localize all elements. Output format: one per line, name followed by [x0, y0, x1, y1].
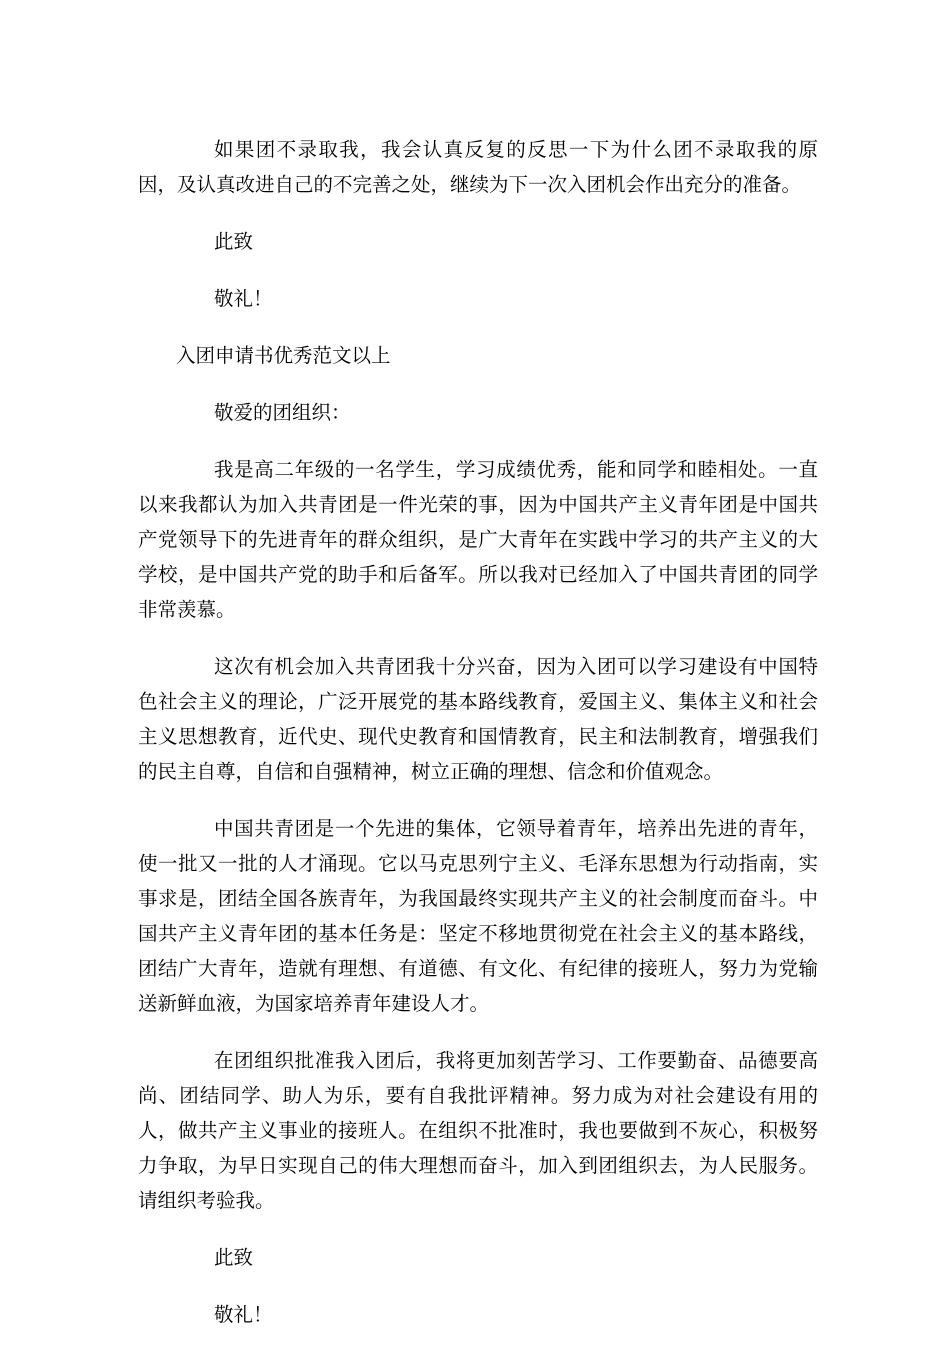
closing-salutation-2: 此致 — [214, 1246, 254, 1269]
paragraph-introduction: 我是高二年级的一名学生，学习成绩优秀，能和同学和睦相处。一直以来我都认为加入共青团是一件光荣的事，因为中国共产主义青年团是中国共产党领导下的先进青年的群众组织，是广大青年在实践中学习的共产主义的大学校，是中国共产党的助手和后备军。所以我对已经加入了中国共青团的同学非常羡慕。 — [138, 458, 818, 621]
paragraph-motivation: 这次有机会加入共青团我十分兴奋，因为入团可以学习建设有中国特色社会主义的理论，广泛开展党的基本路线教育，爱国主义、集体主义和社会主义思想教育，近代史、现代史教育和国情教育，民主和法制教育，增强我们的民主自尊，自信和自强精神，树立正确的理想、信念和价值观念。 — [138, 655, 818, 783]
closing-regards-2: 敬礼！ — [214, 1303, 273, 1326]
document-body — [138, 132, 818, 1354]
paragraph-commitment: 在团组织批准我入团后，我将更加刻苦学习、工作要勤奋、品德要高尚、团结同学、助人为乐，要有自我批评精神。努力成为对社会建设有用的人，做共产主义事业的接班人。在组织不批准时，我也要做到不灰心，积极努力争取，为早日实现自己的伟大理想而奋斗，加入到团组织去，为人民服务。请组织考验我。 — [138, 1049, 818, 1212]
paragraph-about-league: 中国共青团是一个先进的集体，它领导着青年，培养出先进的青年，使一批又一批的人才涌现。它以马克思列宁主义、毛泽东思想为行动指南，实事求是，团结全国各族青年，为我国最终实现共产主义的社会制度而奋斗。中国共产主义青年团的基本任务是：坚定不移地贯彻党在社会主义的基本路线，团结广大青年，造就有理想、有道德、有文化、有纪律的接班人，努力为党输送新鲜血液，为国家培养青年建设人才。 — [138, 817, 818, 1015]
section-heading: 入团申请书优秀范文以上 — [176, 344, 391, 367]
paragraph-rejection-reflection: 如果团不录取我，我会认真反复的反思一下为什么团不录取我的原因，及认真改进自己的不完善之处，继续为下一次入团机会作出充分的准备。 — [138, 138, 818, 196]
closing-salutation: 此致 — [214, 230, 254, 253]
closing-regards: 敬礼！ — [214, 287, 273, 310]
letter-greeting: 敬爱的团组织： — [214, 401, 351, 424]
